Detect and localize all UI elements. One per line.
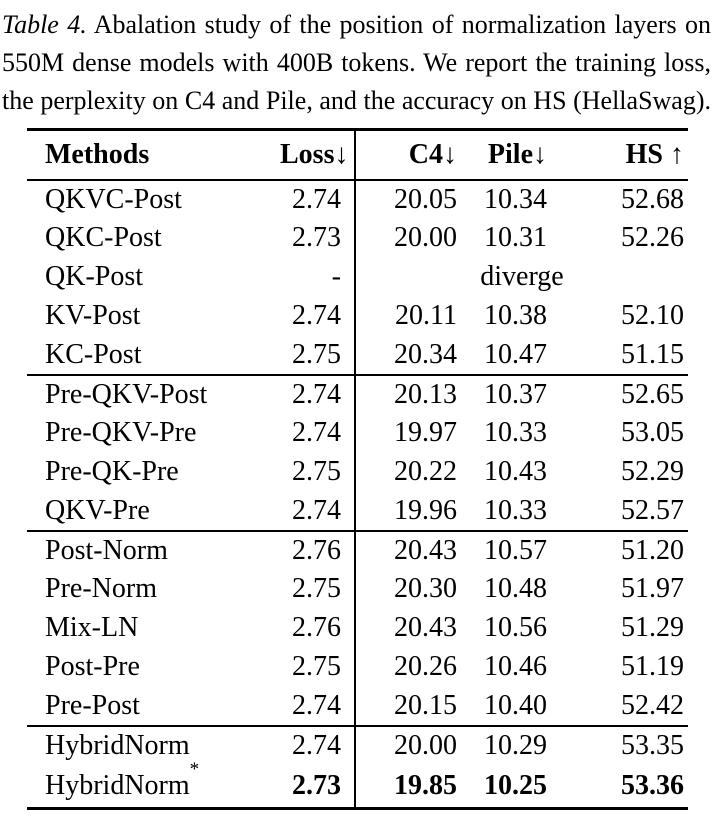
cell-pile: 10.25 — [484, 769, 547, 801]
cell-pile: 10.29 — [467, 726, 557, 765]
header-label: Methods — [45, 138, 150, 170]
cell-hs: 51.29 — [621, 612, 684, 643]
caption-table-number: Table 4. — [2, 10, 87, 39]
caption-text-1: Abalation study of the position of normalization layers on — [93, 10, 711, 39]
cell-c4: 20.05 — [355, 180, 467, 219]
cell-method: Mix-LN — [45, 612, 139, 643]
table-row — [27, 375, 688, 414]
cell-method: Post-Pre — [45, 651, 140, 682]
col-header-pile — [467, 130, 557, 180]
cell-loss: 2.75 — [292, 456, 341, 487]
table-caption — [2, 6, 711, 120]
col-header-loss — [280, 130, 355, 180]
col-header-c4 — [355, 130, 467, 180]
cell-method: QKVC-Post — [45, 183, 182, 215]
table-row — [27, 297, 688, 336]
asterisk-superscript: * — [189, 758, 200, 780]
cell-loss: 2.74 — [292, 494, 341, 526]
header-label: Loss — [280, 138, 335, 170]
cell-loss: 2.76 — [280, 531, 355, 570]
cell-loss: 2.75 — [292, 573, 341, 604]
header-label: Pile — [487, 138, 533, 170]
cell-method: Pre-QKV-Post — [27, 375, 280, 414]
table-row — [27, 570, 688, 609]
caption-line-2: 550M dense models with 400B tokens. We report the training loss, — [2, 48, 711, 77]
cell-hs: 52.29 — [621, 456, 684, 487]
cell-loss: 2.74 — [280, 726, 355, 765]
table-row — [27, 648, 688, 687]
cell-loss: 2.74 — [292, 417, 341, 448]
cell-method: QKV-Pre — [45, 494, 150, 526]
cell-pile: 10.47 — [484, 338, 547, 370]
table-row — [27, 180, 688, 219]
cell-c4: 20.00 — [355, 219, 467, 258]
cell-diverge: diverge — [355, 258, 688, 297]
cell-pile: 10.37 — [467, 375, 557, 414]
cell-method: Post-Norm — [27, 531, 280, 570]
cell-loss: 2.75 — [292, 338, 341, 370]
table-row — [27, 609, 688, 648]
results-table — [27, 128, 688, 810]
header-label: C4 — [408, 138, 443, 170]
table-row — [27, 531, 688, 570]
cell-hs: 51.15 — [621, 338, 684, 370]
cell-hs: 53.35 — [557, 726, 688, 765]
caption-line-1 — [2, 6, 711, 44]
cell-loss: - — [331, 261, 341, 292]
cell-hs: 53.36 — [621, 769, 684, 801]
cell-hs: 51.20 — [557, 531, 688, 570]
down-arrow-icon: ↓ — [533, 138, 547, 170]
cell-method: Pre-Norm — [45, 573, 157, 604]
cell-hs: 52.68 — [621, 183, 684, 215]
cell-hs: 52.65 — [557, 375, 688, 414]
cell-loss: 2.74 — [280, 375, 355, 414]
table-row — [27, 414, 688, 453]
cell-method — [27, 758, 280, 809]
cell-pile: 10.48 — [484, 573, 547, 604]
cell-c4: 20.30 — [355, 570, 467, 609]
method-label: HybridNorm — [45, 769, 190, 801]
cell-hs: 52.26 — [621, 222, 684, 253]
cell-loss: 2.74 — [292, 300, 341, 331]
table-row — [27, 336, 688, 375]
cell-pile: 10.46 — [484, 651, 547, 682]
table-row — [27, 258, 688, 297]
table-row — [27, 687, 688, 726]
cell-method: Pre-QK-Pre — [45, 456, 179, 487]
cell-c4: 20.11 — [355, 297, 467, 336]
cell-c4: 19.97 — [355, 414, 467, 453]
cell-pile: 10.34 — [484, 183, 547, 215]
cell-loss: 2.73 — [292, 769, 341, 801]
cell-pile: 10.57 — [467, 531, 557, 570]
cell-method: QKC-Post — [45, 222, 162, 253]
table-row — [27, 765, 688, 809]
caption-line-3: the perplexity on C4 and Pile, and the accuracy on HS (HellaSwag). — [2, 86, 711, 115]
header-row — [27, 130, 688, 180]
cell-hs: 51.97 — [621, 573, 684, 604]
cell-c4: 20.13 — [355, 375, 467, 414]
cell-hs: 52.42 — [621, 689, 684, 721]
table-row — [27, 726, 688, 765]
header-label: HS — [625, 138, 663, 170]
up-arrow-icon: ↑ — [663, 138, 684, 170]
cell-pile: 10.43 — [484, 456, 547, 487]
cell-loss: 2.76 — [292, 612, 341, 643]
cell-method: Pre-Post — [45, 689, 140, 721]
table-row — [27, 453, 688, 492]
cell-hs: 52.10 — [621, 300, 684, 331]
cell-c4: 20.34 — [355, 336, 467, 375]
cell-pile: 10.33 — [484, 494, 547, 526]
cell-method: Pre-QKV-Pre — [45, 417, 197, 448]
cell-c4: 20.22 — [355, 453, 467, 492]
cell-c4: 20.43 — [355, 609, 467, 648]
cell-method: HybridNorm — [27, 726, 280, 765]
cell-pile: 10.33 — [484, 417, 547, 448]
cell-loss: 2.74 — [292, 183, 341, 215]
cell-loss: 2.74 — [292, 689, 341, 721]
cell-hs: 52.57 — [621, 494, 684, 526]
down-arrow-icon: ↓ — [334, 138, 349, 170]
col-header-hs — [557, 130, 688, 180]
cell-c4: 20.43 — [355, 531, 467, 570]
cell-c4: 20.26 — [355, 648, 467, 687]
cell-c4: 20.00 — [355, 726, 467, 765]
cell-c4: 19.85 — [355, 765, 467, 809]
cell-pile: 10.40 — [484, 689, 547, 721]
cell-hs: 53.05 — [621, 417, 684, 448]
cell-pile: 10.38 — [484, 300, 547, 331]
cell-method: KV-Post — [45, 300, 141, 331]
cell-method: QK-Post — [45, 261, 144, 292]
cell-pile: 10.56 — [484, 612, 547, 643]
col-header-methods — [27, 130, 280, 180]
cell-hs: 51.19 — [621, 651, 684, 682]
cell-loss: 2.75 — [292, 651, 341, 682]
table-row — [27, 492, 688, 531]
cell-c4: 19.96 — [355, 492, 467, 531]
table-row — [27, 219, 688, 258]
down-arrow-icon: ↓ — [443, 138, 457, 170]
cell-pile: 10.31 — [484, 222, 547, 253]
cell-method: KC-Post — [45, 338, 142, 370]
cell-c4: 20.15 — [355, 687, 467, 726]
cell-loss: 2.73 — [292, 222, 341, 253]
